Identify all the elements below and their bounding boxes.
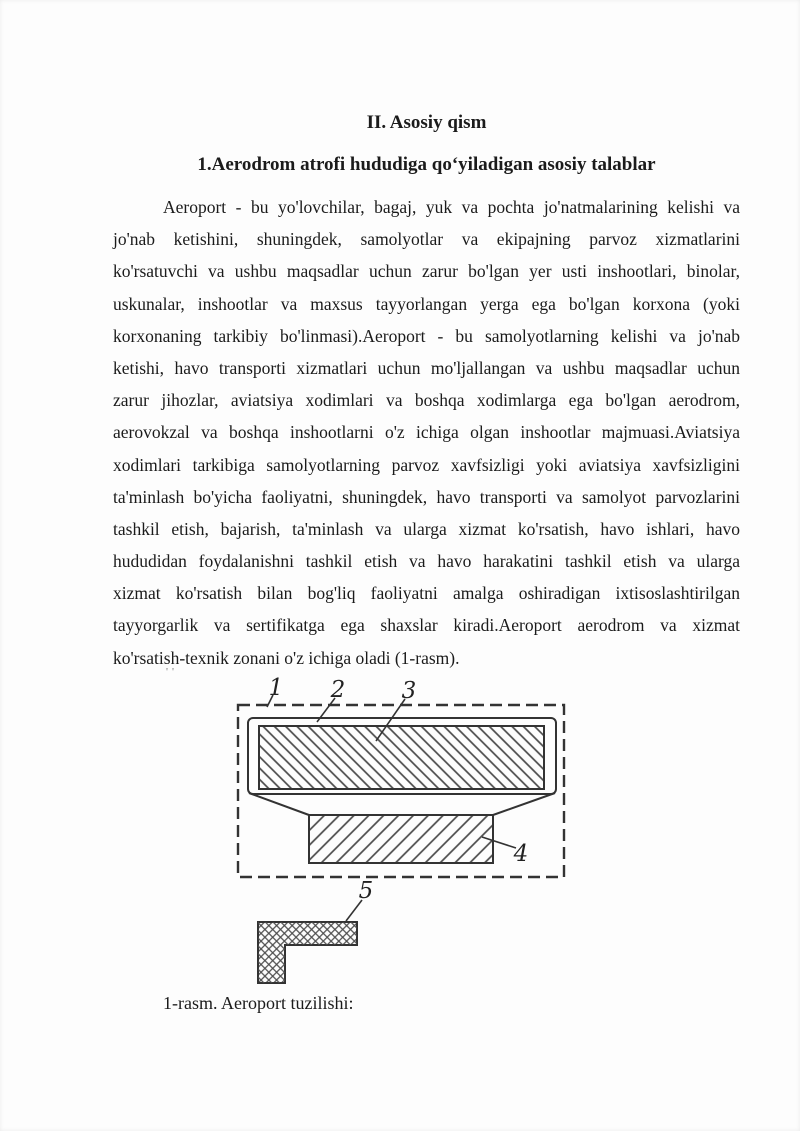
- paragraph-line: xizmat ko'rsatish bilan bog'liq faoliyatni amalga oshiradigan ixtisoslashtirilgan: [113, 583, 740, 604]
- figure-callout-2: 2: [330, 677, 346, 703]
- paragraph-line: tayyorgarlik va sertifikatga ega shaxslar kiradi.Aeroport aerodrom va xizmat: [113, 615, 740, 636]
- terminal-building-5-crosshatch: [258, 922, 357, 983]
- paragraph-line: jo'nab ketishini, shuningdek, samolyotlar va ekipajning parvoz xizmatlarini: [113, 229, 740, 250]
- page-title: II. Asosiy qism: [366, 112, 487, 133]
- figure-callout-1: 1: [268, 675, 284, 701]
- scan-artifact-mark: '': [166, 666, 178, 678]
- contour-taper-lines: [249, 793, 555, 815]
- section-subtitle: 1.Aerodrom atrofi hududiga qo‘yiladigan asosiy talablar: [197, 154, 656, 175]
- figure-callout-5: 5: [358, 878, 374, 904]
- paragraph-line: ko'rsatuvchi va ushbu maqsadlar uchun zarur bo'lgan yer usti inshootlari, binolar,: [113, 261, 740, 282]
- paragraph-line: aerovokzal va boshqa inshootlarni o'z ichiga olgan inshootlar majmuasi.Aviatsiya: [113, 422, 740, 443]
- paragraph-line: uskunalar, inshootlar va maxsus tayyorlangan yerga ega bo'lgan korxona (yoki: [113, 293, 740, 314]
- paragraph-line: ketishi, havo transporti xizmatlari uchun mo'ljallangan va ushbu maqsadlar uchun: [113, 357, 740, 378]
- body-paragraph: [113, 191, 740, 674]
- paragraph-line: ko'rsatish-texnik zonani o'z ichiga oladi (1-rasm).: [113, 647, 460, 668]
- paragraph-line: ta'minlash bo'yicha faoliyatni, shuningdek, havo transporti va samolyot parvozlarini: [113, 486, 740, 507]
- paragraph-line: Aeroport - bu yo'lovchilar, bagaj, yuk va pochta jo'natmalarining kelishi va: [163, 197, 740, 217]
- figure-callout-4: 4: [513, 841, 529, 867]
- runway-strip-3: [259, 726, 544, 789]
- paragraph-line: korxonaning tarkibiy bo'linmasi).Aeroport - bu samolyotlarning kelishi va jo'nab: [113, 325, 740, 346]
- airport-structure-diagram: [230, 665, 600, 991]
- figure-callout-3: 3: [401, 678, 417, 704]
- paragraph-line: zarur jihozlar, aviatsiya xodimlari va boshqa xodimlarga ega bo'lgan aerodrom,: [113, 390, 740, 411]
- figure-1: [230, 665, 600, 991]
- paragraph-line: xodimlari tarkibiga samolyotlarning parvoz xavfsizligi yoki aviatsiya xavfsizligini: [113, 454, 740, 475]
- apron-area-4: [309, 815, 493, 863]
- paragraph-line: tashkil etish, bajarish, ta'minlash va ularga xizmat ko'rsatish, havo ishlari, havo: [113, 518, 740, 539]
- paragraph-line: hududidan foydalanishni tashkil etish va havo harakatini tashkil etish va ularga: [113, 551, 740, 572]
- figure-caption: 1-rasm. Aeroport tuzilishi:: [163, 993, 354, 1013]
